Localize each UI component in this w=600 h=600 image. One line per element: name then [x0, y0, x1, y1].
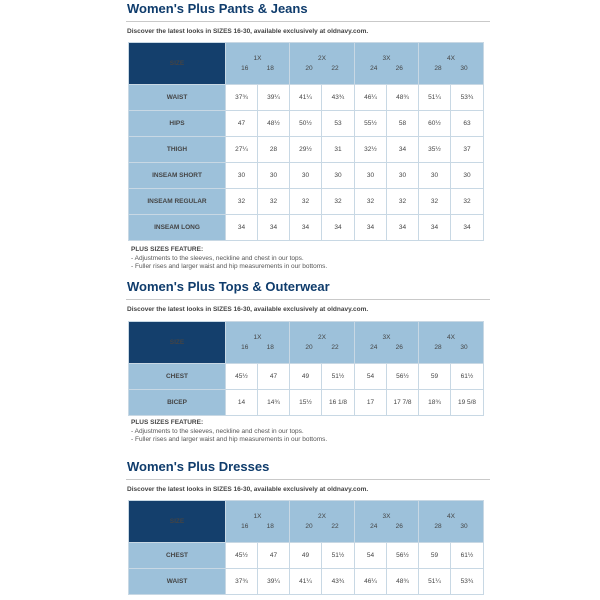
table-row [129, 163, 484, 189]
size-number: 18 [266, 522, 274, 530]
dresses-size-table [128, 500, 484, 595]
table-cell: 61½ [451, 364, 484, 390]
table-cell: 54 [355, 364, 387, 390]
table-cell: 43¾ [322, 85, 355, 111]
table-cell: 53¾ [451, 85, 484, 111]
table-cell: 34 [451, 215, 484, 241]
size-group-name: 4X [447, 54, 455, 62]
size-group-header [355, 43, 419, 85]
size-number: 16 [241, 343, 249, 351]
size-header: SIZE [129, 43, 226, 85]
table-cell: 55½ [355, 111, 387, 137]
size-group-header [419, 43, 484, 85]
tops-subtitle: Discover the latest looks in SIZES 16-30, available exclusively at oldnavy.com. [127, 306, 369, 313]
table-cell: 30 [387, 163, 419, 189]
table-cell: 39¼ [258, 85, 290, 111]
table-row [129, 137, 484, 163]
table-cell: 45½ [226, 543, 258, 569]
table-cell: 16 1/8 [322, 390, 355, 416]
dresses-subtitle: Discover the latest looks in SIZES 16-30, available exclusively at oldnavy.com. [127, 486, 369, 493]
table-cell: 27¼ [226, 137, 258, 163]
table-cell: 32 [387, 189, 419, 215]
table-cell: 43¾ [322, 569, 355, 595]
pants-size-table [128, 42, 484, 241]
size-number: 30 [460, 64, 468, 72]
table-row [129, 111, 484, 137]
size-header: SIZE [129, 501, 226, 543]
table-cell: 17 7/8 [387, 390, 419, 416]
table-cell: 47 [226, 111, 258, 137]
size-number: 22 [331, 343, 339, 351]
table-cell: 32 [290, 189, 322, 215]
feature-title: PLUS SIZES FEATURE: [131, 419, 204, 426]
table-cell: 18¾ [419, 390, 451, 416]
table-cell: 30 [258, 163, 290, 189]
table-cell: 30 [226, 163, 258, 189]
size-number: 28 [434, 343, 442, 351]
size-number: 22 [331, 522, 339, 530]
feature-line: - Fuller rises and larger waist and hip measurements in our bottoms. [131, 263, 328, 270]
size-number: 16 [241, 522, 249, 530]
table-cell: 51¼ [419, 569, 451, 595]
table-cell: 34 [387, 215, 419, 241]
table-cell: 15½ [290, 390, 322, 416]
table-cell: 14¾ [258, 390, 290, 416]
table-cell: 51½ [322, 543, 355, 569]
tops-feature-note [131, 419, 327, 445]
size-group-name: 1X [253, 333, 262, 341]
table-cell: 34 [290, 215, 322, 241]
size-number: 24 [370, 343, 378, 351]
table-cell: 28 [258, 137, 290, 163]
table-cell: 45½ [226, 364, 258, 390]
size-number: 30 [460, 522, 468, 530]
feature-title: PLUS SIZES FEATURE: [131, 246, 204, 253]
table-cell: 41¼ [290, 569, 322, 595]
table-cell: 34 [226, 215, 258, 241]
pants-title: Women's Plus Pants & Jeans [127, 1, 308, 16]
table-cell: 34 [419, 215, 451, 241]
size-group-name: 3X [382, 54, 391, 62]
feature-line: - Fuller rises and larger waist and hip measurements in our bottoms. [131, 436, 328, 443]
size-group-header [355, 322, 419, 364]
table-cell: 53 [322, 111, 355, 137]
size-group-header [290, 322, 355, 364]
table-cell: 56½ [387, 543, 419, 569]
size-group-header [290, 43, 355, 85]
table-cell: 30 [451, 163, 484, 189]
table-row [129, 390, 484, 416]
table-cell: 32 [226, 189, 258, 215]
table-cell: 47 [258, 543, 290, 569]
dresses-divider [126, 479, 490, 480]
table-cell: 19 5/8 [451, 390, 484, 416]
row-label: THIGH [129, 137, 226, 163]
size-group-header [226, 322, 290, 364]
table-row [129, 543, 484, 569]
table-cell: 53¾ [451, 569, 484, 595]
table-row [129, 189, 484, 215]
table-cell: 47 [258, 364, 290, 390]
size-group-name: 2X [318, 512, 326, 520]
size-group-name: 4X [447, 333, 455, 341]
size-group-header [226, 501, 290, 543]
table-cell: 60½ [419, 111, 451, 137]
row-label: BICEP [129, 390, 226, 416]
table-cell: 35½ [419, 137, 451, 163]
table-cell: 34 [387, 137, 419, 163]
feature-line: - Adjustments to the sleeves, neckline and chest in our tops. [131, 427, 304, 435]
table-cell: 34 [322, 215, 355, 241]
table-row [129, 85, 484, 111]
table-row [129, 364, 484, 390]
size-number: 22 [331, 64, 339, 72]
table-cell: 37¾ [226, 569, 258, 595]
table-cell: 34 [355, 215, 387, 241]
table-cell: 63 [451, 111, 484, 137]
table-cell: 32½ [355, 137, 387, 163]
table-cell: 41¼ [290, 85, 322, 111]
table-cell: 32 [451, 189, 484, 215]
table-row [129, 569, 484, 595]
size-group-header [290, 501, 355, 543]
table-cell: 30 [290, 163, 322, 189]
table-row [129, 215, 484, 241]
size-group-name: 1X [253, 512, 262, 520]
size-group-name: 2X [318, 54, 326, 62]
table-cell: 54 [355, 543, 387, 569]
size-number: 28 [434, 522, 442, 530]
table-cell: 50½ [290, 111, 322, 137]
feature-line: - Adjustments to the sleeves, neckline and chest in our tops. [131, 254, 304, 262]
table-cell: 30 [419, 163, 451, 189]
tops-title: Women's Plus Tops & Outerwear [127, 279, 330, 294]
size-number: 20 [305, 343, 313, 351]
size-number: 30 [460, 343, 468, 351]
table-cell: 34 [258, 215, 290, 241]
size-group-header [419, 501, 484, 543]
size-number: 20 [305, 522, 313, 530]
table-cell: 51½ [322, 364, 355, 390]
table-cell: 32 [355, 189, 387, 215]
size-number: 26 [395, 343, 403, 351]
row-label: INSEAM SHORT [129, 163, 226, 189]
size-group-name: 3X [382, 512, 391, 520]
table-cell: 37 [451, 137, 484, 163]
table-cell: 30 [322, 163, 355, 189]
table-cell: 46¼ [355, 85, 387, 111]
table-cell: 17 [355, 390, 387, 416]
size-number: 16 [241, 64, 249, 72]
size-number: 18 [266, 343, 274, 351]
table-cell: 48¾ [387, 569, 419, 595]
table-cell: 39¼ [258, 569, 290, 595]
table-cell: 58 [387, 111, 419, 137]
table-cell: 48½ [258, 111, 290, 137]
size-number: 24 [370, 522, 378, 530]
table-cell: 46¼ [355, 569, 387, 595]
size-group-name: 2X [318, 333, 326, 341]
table-cell: 59 [419, 543, 451, 569]
size-number: 20 [305, 64, 313, 72]
size-group-header [419, 322, 484, 364]
row-label: WAIST [129, 85, 226, 111]
table-cell: 49 [290, 543, 322, 569]
row-label: INSEAM REGULAR [129, 189, 226, 215]
size-number: 18 [266, 64, 274, 72]
row-label: CHEST [129, 364, 226, 390]
size-number: 26 [395, 64, 403, 72]
size-group-name: 3X [382, 333, 391, 341]
size-group-header [355, 501, 419, 543]
table-cell: 31 [322, 137, 355, 163]
row-label: CHEST [129, 543, 226, 569]
table-cell: 56½ [387, 364, 419, 390]
row-label: INSEAM LONG [129, 215, 226, 241]
pants-divider [126, 21, 490, 22]
table-cell: 61½ [451, 543, 484, 569]
size-group-name: 1X [253, 54, 262, 62]
table-cell: 14 [226, 390, 258, 416]
table-cell: 49 [290, 364, 322, 390]
size-number: 28 [434, 64, 442, 72]
table-cell: 29½ [290, 137, 322, 163]
size-group-header [226, 43, 290, 85]
table-cell: 32 [258, 189, 290, 215]
size-number: 24 [370, 64, 378, 72]
size-group-name: 4X [447, 512, 455, 520]
size-header: SIZE [129, 322, 226, 364]
row-label: WAIST [129, 569, 226, 595]
table-cell: 59 [419, 364, 451, 390]
table-cell: 30 [355, 163, 387, 189]
tops-size-table [128, 321, 484, 416]
table-cell: 51¼ [419, 85, 451, 111]
row-label: HIPS [129, 111, 226, 137]
table-cell: 32 [322, 189, 355, 215]
table-cell: 48¾ [387, 85, 419, 111]
table-cell: 32 [419, 189, 451, 215]
tops-divider [126, 299, 490, 300]
pants-feature-note [131, 246, 327, 272]
pants-subtitle: Discover the latest looks in SIZES 16-30, available exclusively at oldnavy.com. [127, 28, 369, 35]
table-cell: 37¾ [226, 85, 258, 111]
dresses-title: Women's Plus Dresses [127, 459, 270, 474]
size-number: 26 [395, 522, 403, 530]
